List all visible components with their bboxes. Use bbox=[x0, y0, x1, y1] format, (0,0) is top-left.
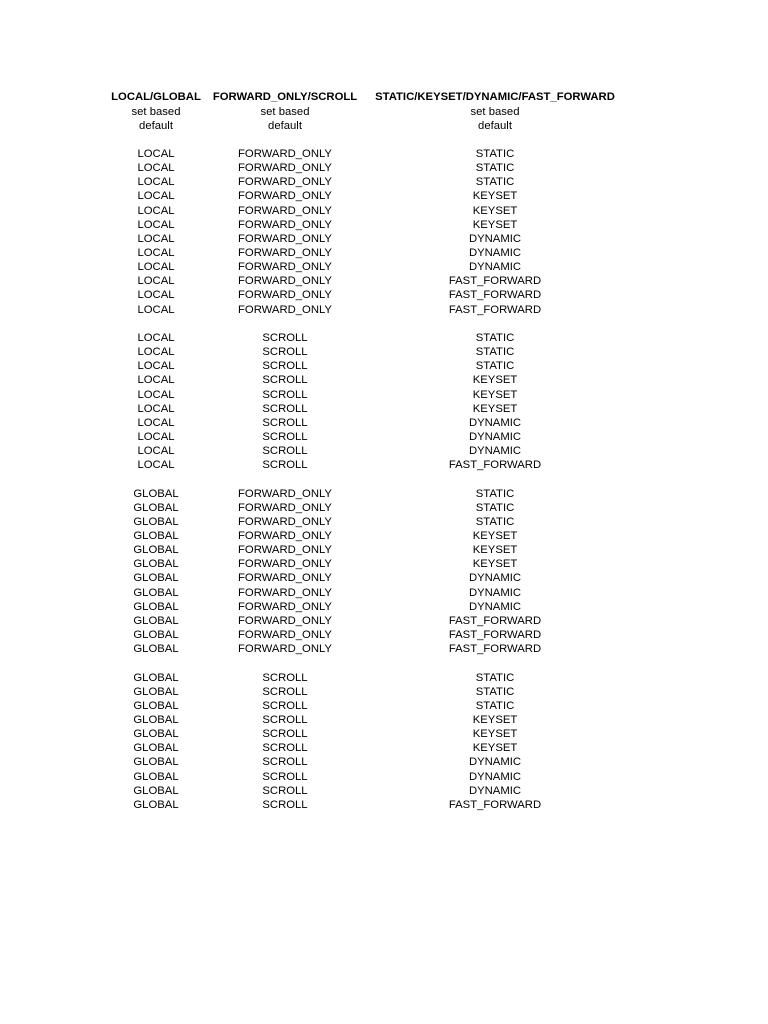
scope-cell: GLOBAL bbox=[133, 643, 179, 656]
type-cell: FAST_FORWARD bbox=[448, 614, 542, 627]
table-row bbox=[0, 501, 768, 515]
scope-cell: GLOBAL bbox=[133, 614, 179, 627]
table-row bbox=[0, 741, 768, 755]
scope-cell: LOCAL bbox=[137, 303, 175, 316]
table-row bbox=[0, 727, 768, 741]
direction-cell: SCROLL bbox=[262, 685, 308, 698]
type-cell: STATIC bbox=[475, 331, 515, 344]
type-cell: STATIC bbox=[475, 685, 515, 698]
type-cell: FAST_FORWARD bbox=[448, 629, 542, 641]
scope-cell: GLOBAL bbox=[133, 530, 179, 542]
scope-cell: LOCAL bbox=[137, 218, 175, 231]
table-row bbox=[0, 359, 768, 373]
table-row bbox=[0, 543, 768, 557]
table-row bbox=[0, 515, 768, 529]
type-cell: KEYSET bbox=[472, 388, 518, 401]
direction-cell: SCROLL bbox=[262, 331, 308, 344]
direction-cell: SCROLL bbox=[262, 430, 308, 443]
direction-cell: FORWARD_ONLY bbox=[238, 303, 332, 316]
type-cell: STATIC bbox=[475, 176, 515, 189]
type-cell: STATIC bbox=[475, 671, 515, 684]
direction-cell: FORWARD_ONLY bbox=[238, 275, 332, 288]
scope-cell: LOCAL bbox=[137, 346, 175, 358]
type-cell: DYNAMIC bbox=[468, 586, 522, 599]
type-cell: STATIC bbox=[475, 501, 515, 514]
table-row bbox=[0, 713, 768, 727]
scope-cell: GLOBAL bbox=[133, 586, 179, 599]
type-cell: DYNAMIC bbox=[468, 261, 522, 274]
direction-cell: FORWARD_ONLY bbox=[238, 204, 332, 217]
scope-cell: GLOBAL bbox=[133, 770, 179, 783]
direction-cell: FORWARD_ONLY bbox=[238, 190, 332, 203]
scope-cell: LOCAL bbox=[137, 374, 175, 387]
table-row bbox=[0, 642, 768, 656]
type-cell: STATIC bbox=[475, 699, 515, 712]
direction-cell: SCROLL bbox=[262, 416, 308, 429]
direction-cell: SCROLL bbox=[262, 798, 308, 811]
scope-cell: GLOBAL bbox=[133, 685, 179, 698]
type-cell: KEYSET bbox=[472, 204, 518, 217]
type-cell: KEYSET bbox=[472, 402, 518, 415]
table-row bbox=[0, 303, 768, 317]
scope-cell: GLOBAL bbox=[133, 699, 179, 712]
table-row bbox=[0, 331, 768, 345]
type-cell: STATIC bbox=[475, 346, 515, 358]
type-cell: DYNAMIC bbox=[468, 600, 522, 613]
direction-cell: SCROLL bbox=[262, 756, 308, 769]
direction-cell: FORWARD_ONLY bbox=[238, 261, 332, 274]
direction-cell: SCROLL bbox=[262, 742, 308, 755]
table-row bbox=[0, 189, 768, 203]
direction-cell: FORWARD_ONLY bbox=[238, 501, 332, 514]
scope-cell: GLOBAL bbox=[133, 629, 179, 641]
table-row bbox=[0, 147, 768, 161]
direction-cell: SCROLL bbox=[262, 445, 308, 458]
type-cell: STATIC bbox=[475, 515, 515, 528]
table-row bbox=[0, 557, 768, 571]
type-cell: DYNAMIC bbox=[468, 430, 522, 443]
table-row bbox=[0, 288, 768, 302]
direction-cell: FORWARD_ONLY bbox=[238, 232, 332, 245]
direction-cell: FORWARD_ONLY bbox=[238, 544, 332, 557]
type-cell: STATIC bbox=[475, 360, 515, 373]
type-cell: FAST_FORWARD bbox=[448, 289, 542, 302]
table-row bbox=[0, 402, 768, 416]
direction-cell: SCROLL bbox=[262, 770, 308, 783]
direction-cell: FORWARD_ONLY bbox=[238, 289, 332, 302]
table-row bbox=[0, 685, 768, 699]
direction-cell: FORWARD_ONLY bbox=[238, 515, 332, 528]
table-row bbox=[0, 175, 768, 189]
scope-cell: LOCAL bbox=[137, 261, 175, 274]
direction-cell: SCROLL bbox=[262, 374, 308, 387]
type-cell: FAST_FORWARD bbox=[448, 459, 542, 472]
scope-cell: LOCAL bbox=[137, 430, 175, 443]
table-row bbox=[0, 571, 768, 585]
direction-cell: SCROLL bbox=[262, 346, 308, 358]
type-cell: KEYSET bbox=[472, 218, 518, 231]
table-row bbox=[0, 586, 768, 600]
direction-cell: FORWARD_ONLY bbox=[238, 247, 332, 259]
subheader-row bbox=[0, 105, 768, 119]
table-row bbox=[0, 600, 768, 614]
table-row bbox=[0, 699, 768, 713]
scope-cell: LOCAL bbox=[137, 204, 175, 217]
table-row bbox=[0, 614, 768, 628]
type-cell: FAST_FORWARD bbox=[448, 643, 542, 656]
scope-cell: LOCAL bbox=[137, 459, 175, 472]
table-row bbox=[0, 784, 768, 798]
scope-cell: default bbox=[139, 119, 173, 132]
table-row bbox=[0, 388, 768, 402]
header-local-global: LOCAL/GLOBAL bbox=[111, 91, 201, 103]
type-cell: KEYSET bbox=[472, 544, 518, 557]
type-cell: FAST_FORWARD bbox=[448, 303, 542, 316]
scope-cell: LOCAL bbox=[137, 162, 175, 175]
type-cell: KEYSET bbox=[472, 530, 518, 542]
scope-cell: LOCAL bbox=[137, 331, 175, 344]
scope-cell: LOCAL bbox=[137, 232, 175, 245]
direction-cell: FORWARD_ONLY bbox=[238, 572, 332, 585]
scope-cell: LOCAL bbox=[137, 360, 175, 373]
table-row bbox=[0, 218, 768, 232]
direction-cell: FORWARD_ONLY bbox=[238, 629, 332, 641]
type-cell: FAST_FORWARD bbox=[448, 798, 542, 811]
table-row bbox=[0, 204, 768, 218]
direction-cell: FORWARD_ONLY bbox=[238, 218, 332, 231]
table-row bbox=[0, 671, 768, 685]
scope-cell: GLOBAL bbox=[133, 728, 179, 741]
direction-cell: FORWARD_ONLY bbox=[238, 530, 332, 542]
table-row bbox=[0, 430, 768, 444]
direction-cell: set based bbox=[260, 105, 310, 118]
scope-cell: GLOBAL bbox=[133, 742, 179, 755]
scope-cell: GLOBAL bbox=[133, 784, 179, 797]
type-cell: DYNAMIC bbox=[468, 784, 522, 797]
type-cell: KEYSET bbox=[472, 742, 518, 755]
type-cell: KEYSET bbox=[472, 190, 518, 203]
scope-cell: GLOBAL bbox=[133, 756, 179, 769]
direction-cell: FORWARD_ONLY bbox=[238, 586, 332, 599]
direction-cell: SCROLL bbox=[262, 699, 308, 712]
header-forward-only-scroll: FORWARD_ONLY/SCROLL bbox=[212, 91, 358, 103]
type-cell: DYNAMIC bbox=[468, 572, 522, 585]
table-row bbox=[0, 345, 768, 359]
direction-cell: SCROLL bbox=[262, 671, 308, 684]
type-cell: STATIC bbox=[475, 162, 515, 175]
table-row bbox=[0, 373, 768, 387]
scope-cell: LOCAL bbox=[137, 416, 175, 429]
type-cell: KEYSET bbox=[472, 374, 518, 387]
scope-cell: GLOBAL bbox=[133, 558, 179, 571]
table-row bbox=[0, 246, 768, 260]
type-cell: DYNAMIC bbox=[468, 445, 522, 458]
scope-cell: LOCAL bbox=[137, 247, 175, 259]
direction-cell: SCROLL bbox=[262, 388, 308, 401]
header-cursor-type: STATIC/KEYSET/DYNAMIC/FAST_FORWARD bbox=[375, 91, 615, 103]
scope-cell: GLOBAL bbox=[133, 515, 179, 528]
direction-cell: FORWARD_ONLY bbox=[238, 162, 332, 175]
scope-cell: LOCAL bbox=[137, 275, 175, 288]
scope-cell: LOCAL bbox=[137, 388, 175, 401]
type-cell: set based bbox=[470, 105, 520, 118]
direction-cell: SCROLL bbox=[262, 402, 308, 415]
direction-cell: FORWARD_ONLY bbox=[238, 558, 332, 571]
scope-cell: GLOBAL bbox=[133, 572, 179, 585]
type-cell: DYNAMIC bbox=[468, 416, 522, 429]
scope-cell: GLOBAL bbox=[133, 671, 179, 684]
type-cell: FAST_FORWARD bbox=[448, 275, 542, 288]
direction-cell: FORWARD_ONLY bbox=[238, 643, 332, 656]
scope-cell: GLOBAL bbox=[133, 798, 179, 811]
direction-cell: FORWARD_ONLY bbox=[238, 148, 332, 160]
type-cell: STATIC bbox=[475, 148, 515, 160]
table-row bbox=[0, 260, 768, 274]
scope-cell: GLOBAL bbox=[133, 713, 179, 726]
table-row bbox=[0, 232, 768, 246]
table-row bbox=[0, 628, 768, 642]
scope-cell: GLOBAL bbox=[133, 501, 179, 514]
type-cell: STATIC bbox=[475, 487, 515, 500]
scope-cell: LOCAL bbox=[137, 445, 175, 458]
direction-cell: FORWARD_ONLY bbox=[238, 614, 332, 627]
direction-cell: FORWARD_ONLY bbox=[238, 487, 332, 500]
direction-cell: default bbox=[268, 119, 302, 132]
table-row bbox=[0, 161, 768, 175]
type-cell: DYNAMIC bbox=[468, 232, 522, 245]
table-row bbox=[0, 770, 768, 784]
table-row bbox=[0, 274, 768, 288]
type-cell: DYNAMIC bbox=[468, 770, 522, 783]
type-cell: KEYSET bbox=[472, 558, 518, 571]
direction-cell: FORWARD_ONLY bbox=[238, 600, 332, 613]
scope-cell: LOCAL bbox=[137, 289, 175, 302]
scope-cell: LOCAL bbox=[137, 190, 175, 203]
scope-cell: GLOBAL bbox=[133, 600, 179, 613]
table-row bbox=[0, 529, 768, 543]
type-cell: KEYSET bbox=[472, 713, 518, 726]
table-row bbox=[0, 798, 768, 812]
type-cell: DYNAMIC bbox=[468, 756, 522, 769]
header-row bbox=[0, 90, 768, 104]
direction-cell: SCROLL bbox=[262, 784, 308, 797]
table-row bbox=[0, 487, 768, 501]
direction-cell: SCROLL bbox=[262, 459, 308, 472]
type-cell: DYNAMIC bbox=[468, 247, 522, 259]
direction-cell: FORWARD_ONLY bbox=[238, 176, 332, 189]
direction-cell: SCROLL bbox=[262, 713, 308, 726]
table-row bbox=[0, 444, 768, 458]
scope-cell: LOCAL bbox=[137, 148, 175, 160]
type-cell: default bbox=[478, 119, 512, 132]
subheader-row bbox=[0, 119, 768, 133]
scope-cell: LOCAL bbox=[137, 402, 175, 415]
scope-cell: LOCAL bbox=[137, 176, 175, 189]
table-row bbox=[0, 755, 768, 769]
direction-cell: SCROLL bbox=[262, 360, 308, 373]
table-row bbox=[0, 416, 768, 430]
table-row bbox=[0, 458, 768, 472]
scope-cell: GLOBAL bbox=[133, 487, 179, 500]
direction-cell: SCROLL bbox=[262, 728, 308, 741]
scope-cell: GLOBAL bbox=[133, 544, 179, 557]
scope-cell: set based bbox=[131, 105, 181, 118]
type-cell: KEYSET bbox=[472, 728, 518, 741]
